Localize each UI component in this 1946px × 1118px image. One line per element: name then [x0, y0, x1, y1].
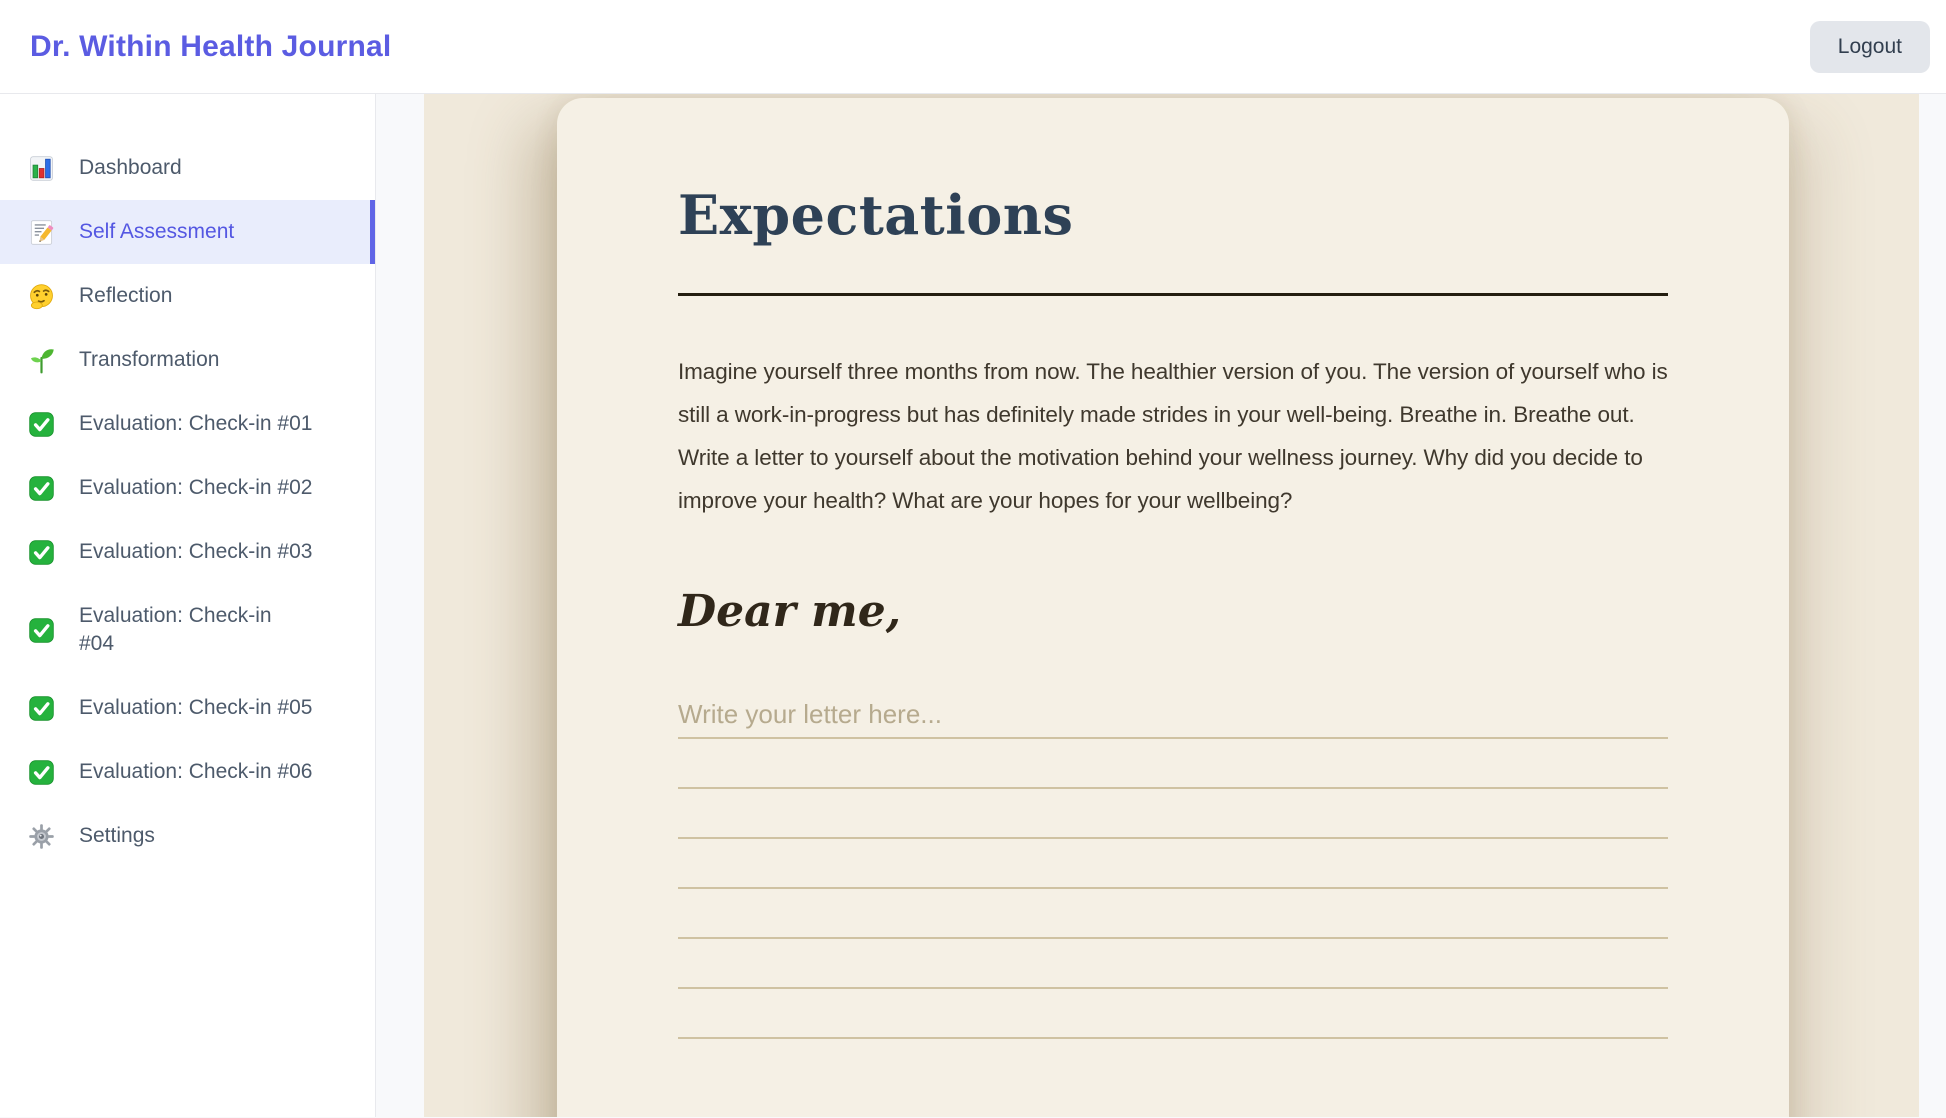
sidebar-item-checkin-01[interactable]: Evaluation: Check-in #01 — [0, 392, 375, 456]
sidebar-item-self-assessment[interactable]: Self Assessment — [0, 200, 375, 264]
heading-divider — [678, 293, 1668, 296]
sidebar-item-dashboard[interactable]: Dashboard — [0, 136, 375, 200]
sidebar-item-checkin-05[interactable]: Evaluation: Check-in #05 — [0, 676, 375, 740]
check-icon — [28, 617, 55, 644]
check-icon — [28, 411, 55, 438]
sidebar-item-checkin-04[interactable]: Evaluation: Check-in #04 — [0, 584, 375, 676]
check-icon — [28, 695, 55, 722]
journal-prompt-text: Imagine yourself three months from now. The healthier version of you. The version of yourself who is still a work-in-progress but has definitely made strides in your well-being. Breathe in. Breathe out. Write a letter to yourself about the motivation behind your wellness journey. Why did you decide to improve your health? What are your hopes for your wellbeing? — [678, 359, 1668, 513]
journal-page — [557, 98, 1789, 1117]
app-header — [0, 0, 1946, 94]
sidebar-item-transformation[interactable]: Transformation — [0, 328, 375, 392]
sidebar-item-checkin-06[interactable]: Evaluation: Check-in #06 — [0, 740, 375, 804]
check-icon — [28, 539, 55, 566]
seedling-icon — [28, 347, 55, 374]
letter-salutation: Dear me, — [678, 586, 902, 637]
check-icon — [28, 475, 55, 502]
thinking-face-icon — [28, 283, 55, 310]
sidebar-item-checkin-03[interactable]: Evaluation: Check-in #03 — [0, 520, 375, 584]
gear-icon — [28, 823, 55, 850]
sidebar-item-checkin-02[interactable]: Evaluation: Check-in #02 — [0, 456, 375, 520]
bar-chart-icon — [28, 155, 55, 182]
logout-button[interactable]: Logout — [1810, 21, 1930, 73]
page-title: Expectations — [678, 183, 1074, 247]
letter-input[interactable] — [678, 689, 1668, 1041]
check-icon — [28, 759, 55, 786]
main-content-area — [424, 94, 1919, 1117]
memo-icon — [28, 219, 55, 246]
sidebar-item-settings[interactable]: Settings — [0, 804, 375, 868]
sidebar-item-reflection[interactable]: Reflection — [0, 264, 375, 328]
sidebar — [0, 94, 376, 1117]
app-title: Dr. Within Health Journal — [30, 29, 392, 63]
